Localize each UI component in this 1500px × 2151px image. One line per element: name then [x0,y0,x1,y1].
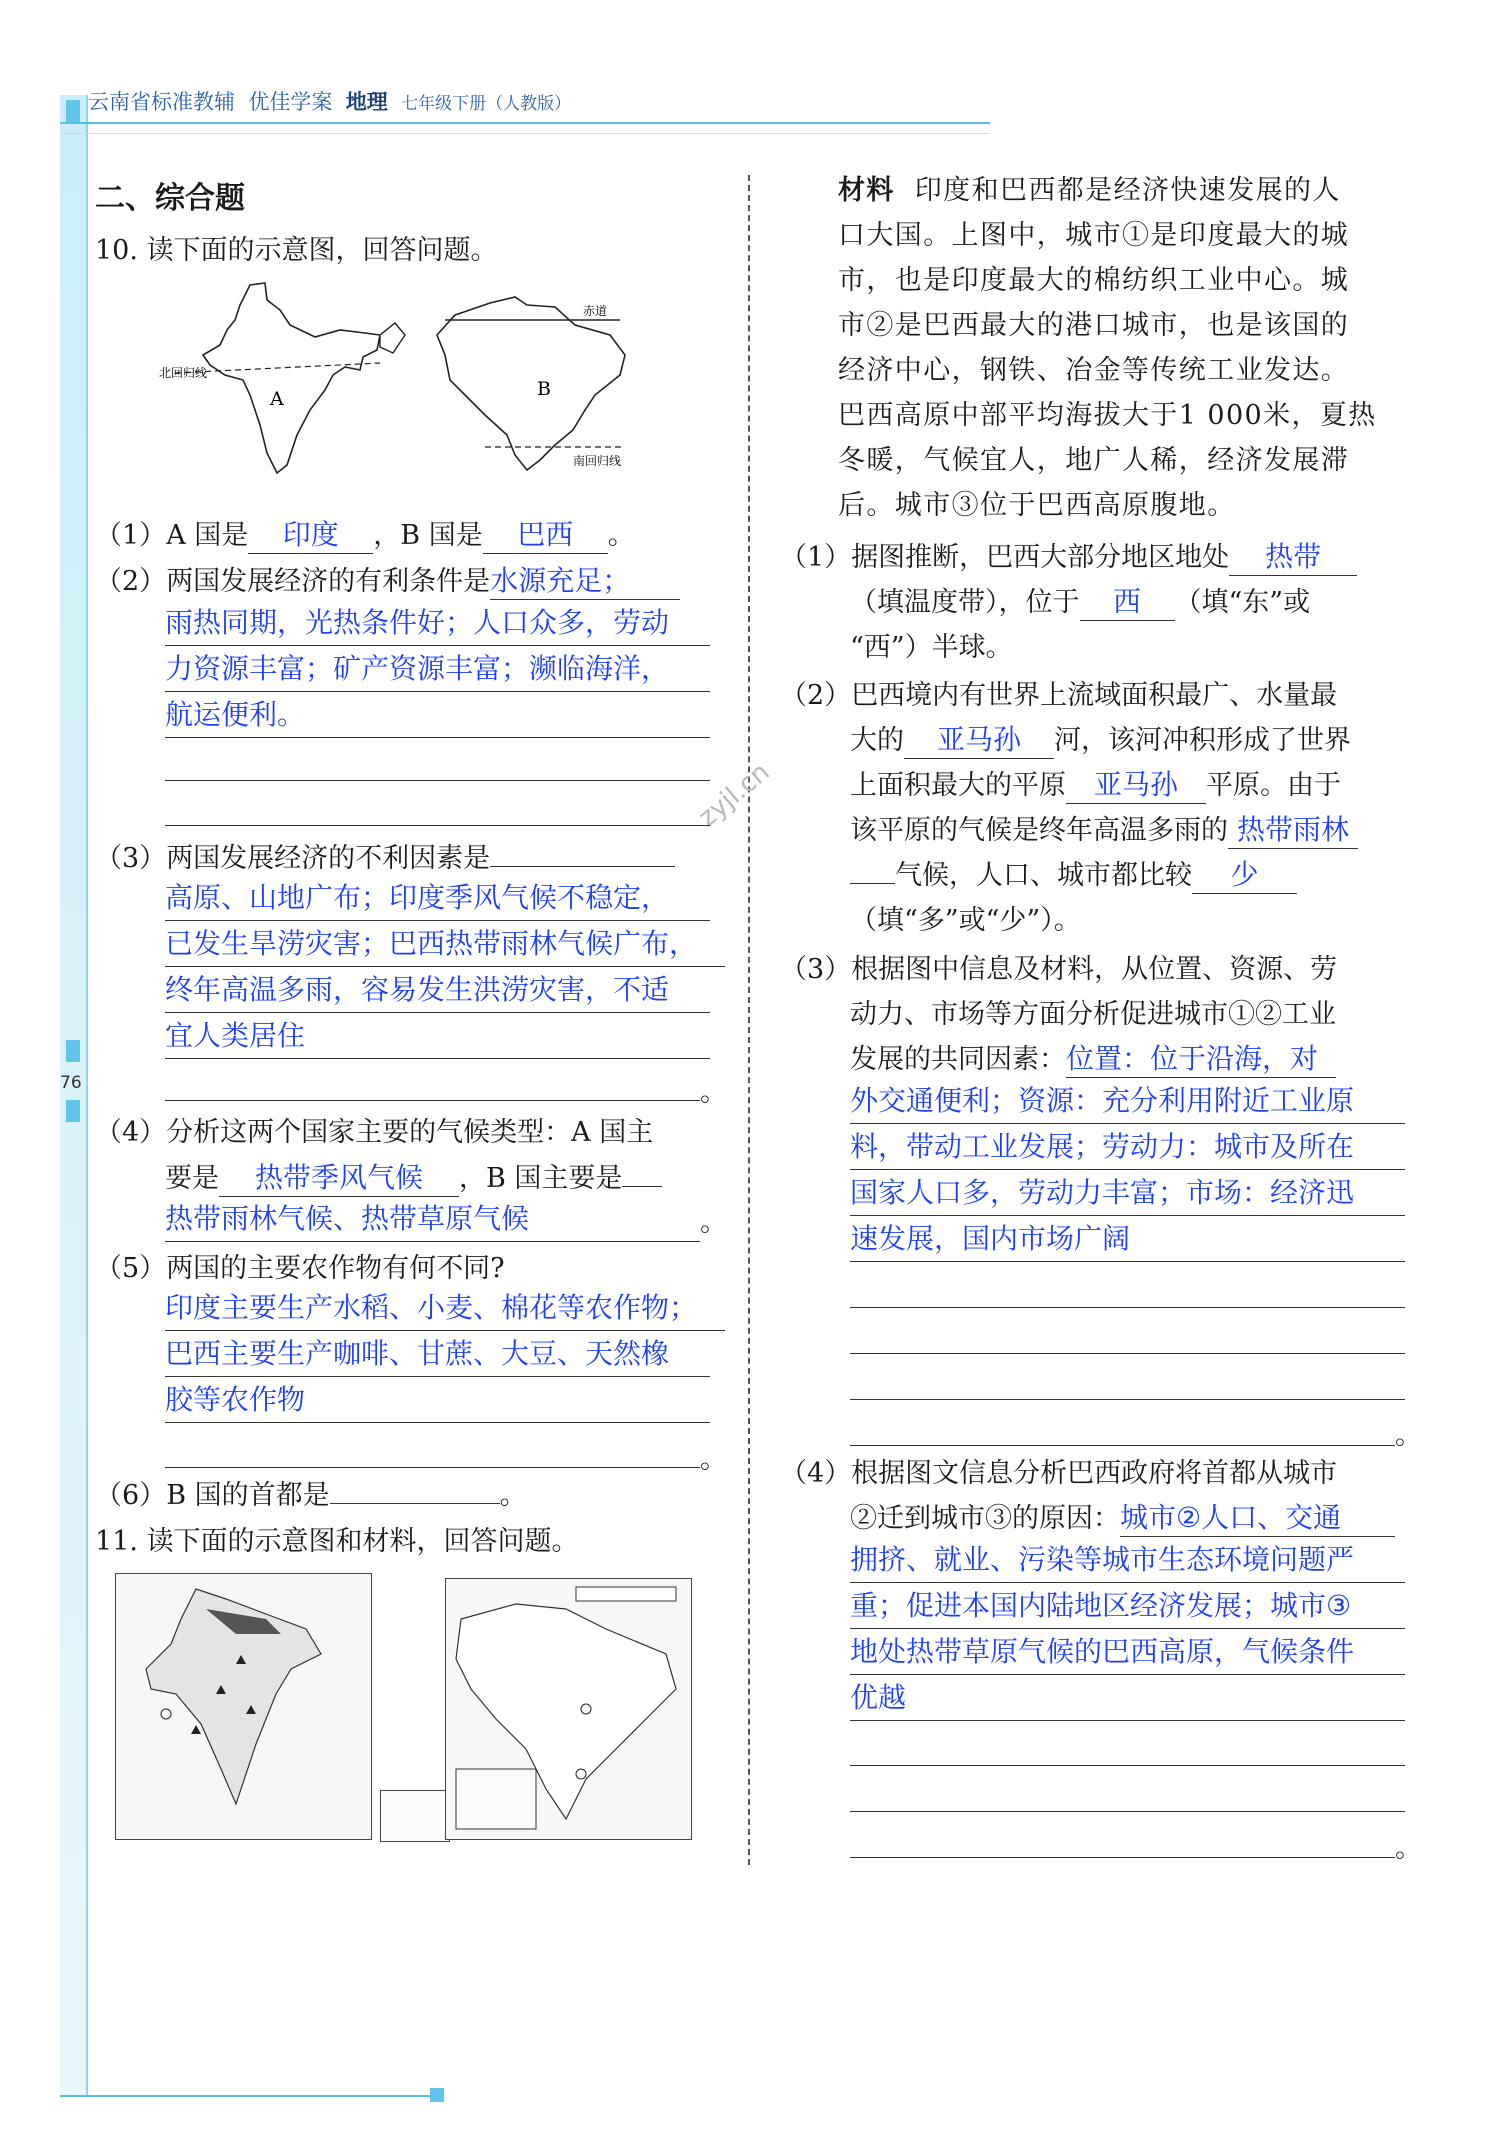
q11-p1-answer-b: 西 [1080,584,1175,621]
q11-p4-end: 。 [1395,1833,1422,1864]
q10-p4-end: 。 [700,1207,727,1238]
q10-p6-end: 。 [499,1480,527,1511]
q10-p5-num: （5） [95,1253,167,1284]
q11-p1-text: “西”）半球。 [850,632,1013,663]
blank-line [850,1811,1405,1812]
q11-p2-text: 平原。由于 [1206,770,1341,801]
q11-p2 [780,673,1337,718]
india-outline [203,283,380,473]
sidebar-tab [66,100,80,122]
q10-p5-text: 两国的主要农作物有何不同? [166,1253,505,1284]
grade-label: 七年级下册（人教版） [401,94,572,114]
blank-line [850,1765,1405,1766]
series-name: 云南省标准教辅 [88,90,235,114]
material-label: 材料 [838,175,895,206]
q10-p3-text: 两国发展经济的不利因素是 [166,843,491,874]
q11-p2-answer-a: 亚马孙 [904,722,1054,759]
q11-p2-text: 河，该河冲积形成了世界 [1054,725,1351,756]
q11-p2-answer-d: 少 [1192,857,1297,894]
q11-p2-text: 大的 [850,725,904,756]
q11-p3-num: （3） [780,954,852,985]
q11-p1 [780,535,1357,580]
q10-p2-answer-line: 水源充足； [490,563,680,600]
page-number: 76 [60,1073,82,1093]
q10-p4-answer-a: 热带季风气候 [219,1160,459,1197]
equator-label: 赤道 [583,304,608,318]
q11-p2-text: 该平原的气候是终年高温多雨的 [850,815,1228,846]
q11-p2-text: 气候，人口、城市都比较 [895,860,1192,891]
scale-bar [576,1587,676,1601]
q11-p4-text: 根据图文信息分析巴西政府将首都从城市 [851,1458,1338,1489]
q11-material [838,168,1341,213]
book-name: 优佳学案 [248,90,333,114]
sidebar-tab [66,1100,80,1122]
tropic-south-label: 南回归线 [573,454,622,468]
blank-line [165,1467,700,1468]
brazil-industry-map [445,1578,692,1840]
q10-p1-end: 。 [607,520,635,551]
q11-p3-answer-line: 国家人口多，劳动力丰富；市场：经济迅 [850,1170,1405,1216]
q10-p5-end: 。 [700,1444,727,1475]
q11-p2-answer-b: 亚马孙 [1066,767,1206,804]
q10-p2-answer-line: 雨热同期，光热条件好；人口众多，劳动 [165,600,710,646]
answer-blank [850,883,895,884]
q10-p5-answer-line: 印度主要生产水稻、小麦、棉花等农作物； [165,1285,725,1331]
q10-p2-answer-line: 航运便利。 [165,692,710,738]
q11-p2-line3 [850,763,1341,808]
blank-line [165,780,710,781]
q11-p2-line2 [850,718,1351,763]
q10-p4-text: 分析这两个国家主要的气候类型：A 国主 [166,1117,654,1148]
blank-line [850,1445,1395,1446]
q11-p4-text: ②迁到城市③的原因： [850,1503,1120,1534]
sidebar-edge [86,95,88,2095]
blank-line [850,1307,1405,1308]
q10-p1-text: A 国是 [166,520,249,551]
q10-p4-line2 [165,1156,662,1201]
label-a: A [270,388,284,410]
q11-p4-answer-line: 城市②人口、交通 [1120,1500,1395,1537]
q11-p2-text: 上面积最大的平原 [850,770,1066,801]
q11-stem: 11. 读下面的示意图和材料，回答问题。 [95,1526,579,1557]
blank-line [850,1353,1405,1354]
q11-p4-answer-line: 优越 [850,1675,1405,1721]
q10-p1-text-mid: ，B 国是 [373,520,483,551]
q11-p3-line3 [850,1037,1336,1082]
q11-p1-answer-a: 热带 [1229,539,1357,576]
q11-p2-line4 [850,808,1358,853]
q10-p3-answer-line: 已发生旱涝灾害；巴西热带雨林气候广布， [165,921,725,967]
material-line: 印度和巴西都是经济快速发展的人 [914,175,1341,206]
q10-p2-num: （2） [95,566,167,597]
q10-p3-end: 。 [700,1077,727,1108]
answer-blank [490,866,675,867]
legend-box [456,1769,536,1829]
q11-p4-num: （4） [780,1458,852,1489]
watermark: zyjl.cn [693,756,776,834]
india-east-outline [380,323,405,353]
q11-p3-text: 根据图中信息及材料，从位置、资源、劳 [851,954,1338,985]
header-rule [60,122,990,124]
q10-p4-text: ，B 国主要是 [459,1163,623,1194]
city-1-marker [161,1709,171,1719]
subject-name: 地理 [345,90,388,114]
q11-p3-answer-line: 速发展，国内市场广阔 [850,1216,1405,1262]
footer-mark [430,2088,444,2102]
q11-p2-text: 巴西境内有世界上流域面积最广、水量最 [851,680,1338,711]
material-line: 市，也是印度最大的棉纺织工业中心。城 [838,265,1350,296]
q10-stem: 10. 读下面的示意图，回答问题。 [95,235,498,266]
q10-p3-answer-line: 终年高温多雨，容易发生洪涝灾害，不适 [165,967,710,1013]
material-line: 市②是巴西最大的港口城市，也是该国的 [838,310,1350,341]
q10-maps [155,275,635,485]
q11-p4 [780,1451,1337,1496]
material-line: 口大国。上图中，城市①是印度最大的城 [838,220,1350,251]
column-divider [748,175,750,1865]
footer-line [60,2095,430,2097]
q11-p1-text: （填温度带），位于 [850,587,1080,618]
q11-p1-line2 [850,580,1310,625]
q11-p1-num: （1） [780,542,852,573]
material-line: 后。城市③位于巴西高原腹地。 [838,490,1236,521]
q10-p4 [95,1110,653,1155]
blank-line [165,1100,700,1101]
q10-p1-answer-a: 印度 [248,517,373,554]
brazil-outline [437,297,625,470]
page-header [88,86,571,116]
q10-p3-answer-line: 高原、山地广布；印度季风气候不稳定， [165,875,710,921]
label-b: B [537,378,551,400]
sidebar-tab [66,1040,80,1062]
q11-p3 [780,947,1337,992]
answer-blank [330,1503,500,1504]
q11-p2-text: （填“多”或“少”）。 [850,905,1081,936]
q10-p2-answer-line: 力资源丰富；矿产资源丰富；濒临海洋， [165,646,710,692]
q10-p3-answer-line: 宜人类居住 [165,1013,710,1059]
q10-p1-num: （1） [95,520,167,551]
q11-p1-text: 据图推断，巴西大部分地区地处 [851,542,1230,573]
q10-p6 [95,1473,527,1518]
q11-p3-text: 发展的共同因素： [850,1044,1066,1075]
q10-p6-num: （6） [95,1480,167,1511]
answer-blank [622,1186,662,1187]
material-line: 巴西高原中部平均海拔大于1 000米，夏热 [838,400,1377,431]
q11-p2-line5 [850,853,1297,898]
tropic-north-label: 北回归线 [159,366,208,380]
q11-p4-answer-line: 重；促进本国内陆地区经济发展；城市③ [850,1583,1405,1629]
q11-p2-answer-c: 热带雨林 [1228,812,1358,849]
q10-p4-num: （4） [95,1117,167,1148]
q10-p4-answer-b: 热带雨林气候、热带草原气候 [165,1196,700,1242]
material-line: 冬暖，气候宜人，地广人稀，经济发展滞 [838,445,1350,476]
q10-p1-answer-b: 巴西 [483,517,608,554]
q11-p4-line2 [850,1496,1395,1541]
q10-p2 [95,559,680,604]
q10-p1 [95,513,635,558]
blank-line [850,1399,1405,1400]
header-rule-thin [60,133,990,134]
q11-p4-answer-line: 地处热带草原气候的巴西高原，气候条件 [850,1629,1405,1675]
blank-line [165,825,710,826]
blank-line [850,1857,1395,1858]
section-title: 二、综合题 [95,181,245,216]
q10-p5-answer-line: 巴西主要生产咖啡、甘蔗、大豆、天然橡 [165,1331,710,1377]
page-sidebar [60,95,86,2095]
q11-p1-text: （填“东”或 [1174,587,1311,618]
map-legend [380,1790,450,1842]
q10-p5-answer-line: 胶等农作物 [165,1377,710,1423]
material-line: 经济中心，钢铁、冶金等传统工业发达。 [838,355,1350,386]
india-industry-map [115,1573,372,1840]
q11-p3-text: 动力、市场等方面分析促进城市①②工业 [850,999,1336,1030]
q11-p4-answer-line: 拥挤、就业、污染等城市生态环境问题严 [850,1537,1405,1583]
q10-p4-text: 要是 [165,1163,219,1194]
q11-p3-answer-line: 位置：位于沿海，对 [1066,1041,1336,1078]
q10-p2-text: 两国发展经济的有利条件是 [166,566,491,597]
q10-p3-num: （3） [95,843,167,874]
q11-p3-answer-line: 外交通便利；资源：充分利用附近工业原 [850,1078,1405,1124]
q11-p2-num: （2） [780,680,852,711]
q11-p3-end: 。 [1395,1420,1422,1451]
q10-p6-text: B 国的首都是 [166,1480,330,1511]
q11-p3-answer-line: 料，带动工业发展；劳动力：城市及所在 [850,1124,1405,1170]
